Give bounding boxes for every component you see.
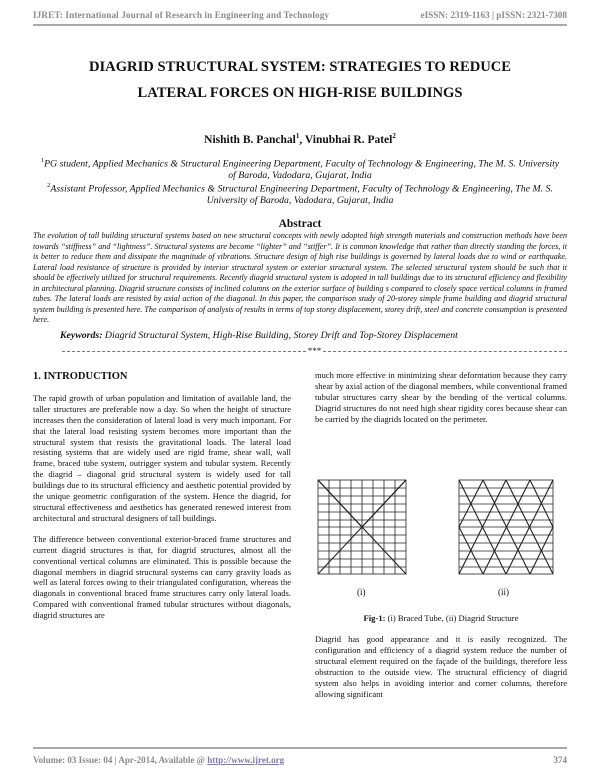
- title-line-1: DIAGRID STRUCTURAL SYSTEM: STRATEGIES TO REDUCE: [88, 59, 512, 75]
- separator-stars: ***: [307, 346, 322, 356]
- paper-title: [40, 54, 560, 106]
- right-column-bottom: [315, 634, 567, 699]
- braced-tube-diagram: [318, 480, 406, 574]
- footer-volume: [33, 755, 284, 765]
- footer-page-number: 374: [553, 755, 567, 765]
- affiliation-2: [40, 180, 560, 206]
- author-separator: ,: [299, 133, 305, 146]
- intro-paragraph-2: The difference between conventional exterior-braced frame structures and current diagrid structures is that, for diagrid structures, almost all the conventional vertical columns are eliminated. This is possible because the diagonal members in diagrid structural systems can carry gravity loads as well as lateral forces owing to their triangulated configuration, whereas the diagonals in conventional braced frame structures carry only lateral loads. Compared with conventional framed tubular structures without diagonals, diagrid structures are: [33, 533, 291, 621]
- figure-caption: [315, 613, 567, 623]
- author-2: Vinubhai R. Patel: [304, 133, 393, 146]
- right-paragraph-top: much more effective in minimizing shear deformation because they carry shear by axial action of the diagonal members, while conventional framed tubular structures carry shear by the bending of the vertical columns. Diagrid structures do not need high shear rigidity cores because shear can be carried by the diagrids located on the perimeter.: [315, 370, 567, 424]
- section-separator: [62, 346, 567, 356]
- affiliation-2-sup: 2: [47, 182, 51, 189]
- separator-dash-left: [62, 351, 306, 352]
- author-1: Nishith B. Panchal: [204, 133, 296, 146]
- section-heading-introduction: 1. INTRODUCTION: [33, 371, 128, 382]
- authors: [40, 132, 560, 146]
- abstract-text: The evolution of tall building structural systems based on new structural concepts with newly adopted high strength materials and construction methods have been towards “stiffness” and “lightness”. Structural systems are become “lighter” and “stiffer”. It is common knowledge that rather than directly standing the forces, it is better to reduce them and dissipate the magnitude of vibrations. Structure design of high rise buildings is governed by lateral loads due to wind or earthquake. Lateral load resistance of structure is provided by interior structural system or exterior structural system. The selected structural system should be such that it should be effectively utilized for structural requirements. Recently diagrid structural system is adopted in tall buildings due to its structural efficiency and flexibility in architectural planning. Diagrid structure consists of inclined columns on the exterior surface of building s compared to closely space vertical columns in framed tubes. The lateral loads are resisted by axial action of the diagonal. In this paper, the comparison study of 20-storey simple frame building and diagrid structural system building is presented here. The comparison of analysis of results in terms of top storey displacement, storey drift, steel and concrete consumption is presented here.: [33, 231, 567, 324]
- keywords: [60, 330, 567, 341]
- header-issn: eISSN: 2319-1163 | pISSN: 2321-7308: [420, 10, 567, 20]
- diagrid-diagram: [459, 480, 553, 574]
- figure-1: [315, 474, 567, 604]
- left-column: [33, 372, 291, 631]
- figure-label-i: (i): [357, 587, 366, 597]
- author-2-sup: 2: [392, 132, 396, 140]
- author-1-sup: 1: [295, 132, 300, 140]
- figure-caption-label: Fig-1:: [363, 613, 386, 623]
- right-column-top: [315, 370, 567, 425]
- footer-rule: [33, 747, 567, 749]
- affiliation-1-text: PG student, Applied Mechanics & Structural Engineering Department, Faculty of Technology & Engineering, The M. S. University of Baroda, Vadodara, Gujarat, India: [44, 158, 560, 181]
- affiliation-1-sup: 1: [40, 157, 45, 164]
- footer-volume-text: Volume: 03 Issue: 04 | Apr-2014, Available @: [33, 755, 208, 765]
- figure-label-ii: (ii): [498, 587, 509, 597]
- separator-dash-right: [323, 351, 567, 352]
- header-journal: IJRET: International Journal of Research in Engineering and Technology: [33, 10, 330, 20]
- abstract-heading: Abstract: [278, 218, 322, 230]
- affiliation-2-text: Assistant Professor, Applied Mechanics & Structural Engineering Department, Faculty of Technology & Engineering, The M. S. University of Baroda, Vadodara, Gujarat, India: [50, 183, 553, 206]
- right-paragraph-bottom: Diagrid has good appearance and it is easily recognized. The configuration and efficiency of a diagrid system reduce the number of structural element required on the façade of the buildings, therefore less obstruction to the outside view. The structural efficiency of diagrid system also helps in avoiding interior and corner columns, therefore allowing significant: [315, 634, 567, 699]
- figure-1-drawing: [315, 474, 567, 604]
- keywords-label: Keywords:: [60, 330, 103, 341]
- header-rule: [33, 24, 567, 26]
- keywords-text: Diagrid Structural System, High-Rise Building, Storey Drift and Top-Storey Displacement: [104, 330, 458, 341]
- affiliation-1: [40, 155, 560, 181]
- intro-paragraph-1: The rapid growth of urban population and limitation of available land, the taller structures are preferable now a day. So when the height of structure increases then the consideration of lateral load is very much important. For that the lateral load resisting system becomes more important than the structural system that resists the gravitational loads. The lateral load resisting systems that are widely used are rigid frame, shear wall, wall frame, braced tube system, outrigger system and tubular system. Recently the diagrid – diagonal grid structural system is widely used for tall buildings due to its structural efficiency and aesthetic potential provided by the unique geometric configuration of the system. Hence the diagrid, for structural effectiveness and aesthetics has generated renewed interest from architectural and structural designers of tall buildings.: [33, 392, 291, 523]
- title-line-2: LATERAL FORCES ON HIGH-RISE BUILDINGS: [137, 85, 463, 101]
- figure-caption-text: (i) Braced Tube, (ii) Diagrid Structure: [385, 613, 519, 623]
- footer-link[interactable]: http://www.ijret.org: [207, 755, 285, 765]
